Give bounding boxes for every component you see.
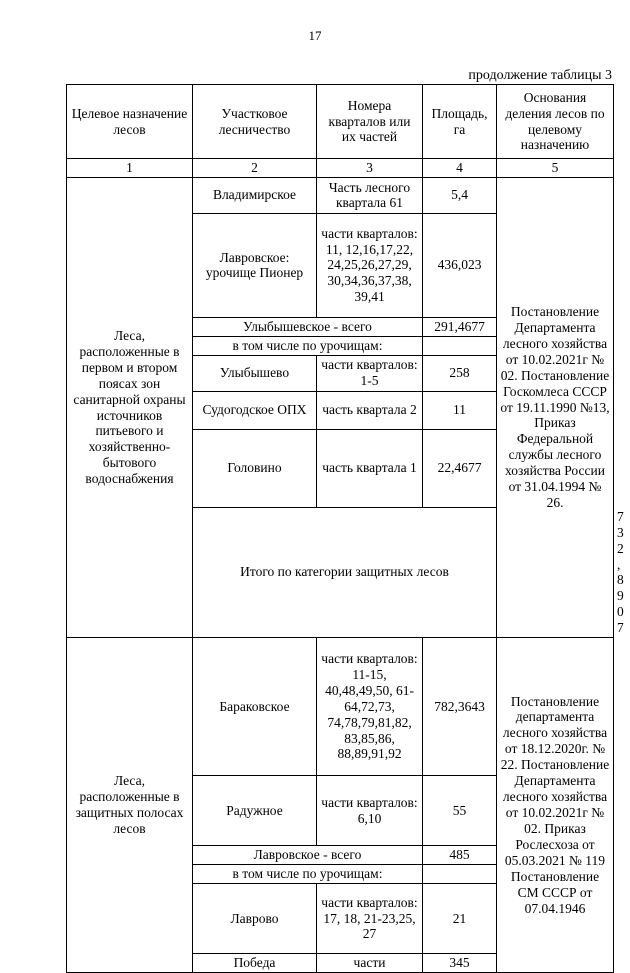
table-header-row [67, 85, 614, 159]
area-cell: 782,3643 [423, 638, 497, 776]
header-purpose: Целевое назначение лесов [67, 85, 193, 159]
including-label: в том числе по урочищам: [193, 865, 423, 884]
tract-name: Головино [193, 429, 317, 507]
subtotal-area: 291,4677 [423, 317, 497, 336]
forestry-name: Бараковское [193, 638, 317, 776]
area-cell: 436,023 [423, 213, 497, 317]
area-cell: 11 [423, 391, 497, 429]
table-row [67, 177, 614, 213]
forestry-name: Радужное [193, 776, 317, 846]
header-quarters: Номера кварталов или их частей [317, 85, 423, 159]
forestry-name: Лавровское: урочище Пионер [193, 213, 317, 317]
area-cell: 345 [423, 953, 497, 972]
header-forestry: Участковое лесничество [193, 85, 317, 159]
area-cell: 21 [423, 883, 497, 953]
section2-purpose: Леса, расположенные в защитных полосах лесов [67, 638, 193, 973]
area-cell: 22,4677 [423, 429, 497, 507]
subtotal-label: Лавровское - всего [193, 846, 423, 865]
area-cell: 258 [423, 355, 497, 391]
including-label: в том числе по урочищам: [193, 336, 423, 355]
column-number-row [67, 159, 614, 178]
quarters-cell: Часть лесного квартала 61 [317, 177, 423, 213]
column-number: 1 [67, 159, 193, 178]
area-cell: 5,4 [423, 177, 497, 213]
column-number: 2 [193, 159, 317, 178]
total-row: Итого по категории защитных лесов 732,8907 [67, 507, 614, 637]
quarters-cell: части [317, 953, 423, 972]
subtotal-area: 485 [423, 846, 497, 865]
forestry-name: Владимирское [193, 177, 317, 213]
header-area: Площадь, га [423, 85, 497, 159]
tract-name: Победа [193, 953, 317, 972]
tract-name: Улыбышево [193, 355, 317, 391]
empty-cell [423, 336, 497, 355]
tract-name: Лаврово [193, 883, 317, 953]
area-cell: 55 [423, 776, 497, 846]
empty-cell [423, 865, 497, 884]
total-label: Итого по категории защитных лесов [193, 507, 497, 637]
quarters-cell: части кварталов: 11-15, 40,48,49,50, 61-64,72,73, 74,78,79,81,82, 83,85,86, 88,89,91,92 [317, 638, 423, 776]
quarters-cell: часть квартала 1 [317, 429, 423, 507]
column-number: 3 [317, 159, 423, 178]
quarters-cell: части кварталов: 17, 18, 21-23,25, 27 [317, 883, 423, 953]
quarters-cell: части кварталов: 1-5 [317, 355, 423, 391]
column-number: 4 [423, 159, 497, 178]
section2-basis: Постановление департамента лесного хозяйства от 18.12.2020г. № 22. Постановление Департамента лесного хозяйства от 10.02.2021г № 02. Приказ Рослесхоза от 05.03.2021 № 119 Постановление СМ СССР от 07.04.1946 [497, 638, 614, 973]
page-number: 17 [308, 28, 322, 43]
section1-basis: Постановление Департамента лесного хозяйства от 10.02.2021г № 02. Постановление Госкомлеса СССР от 19.11.1990 №13, Приказ Федеральной службы лесного хозяйства России от 31.04.1994 № 26. [497, 177, 614, 637]
subtotal-label: Улыбышевское - всего [193, 317, 423, 336]
table-continuation-label: продолжение таблицы 3 [468, 68, 612, 83]
section1-purpose: Леса, расположенные в первом и втором поясах зон санитарной охраны источников питьевого и хозяйственно-бытового водоснабжения [67, 177, 193, 637]
table-row [67, 638, 614, 776]
column-number: 5 [497, 159, 614, 178]
quarters-cell: часть квартала 2 [317, 391, 423, 429]
tract-name: Судогодское ОПХ [193, 391, 317, 429]
quarters-cell: части кварталов: 11, 12,16,17,22, 24,25,26,27,29, 30,34,36,37,38, 39,41 [317, 213, 423, 317]
forest-purpose-table [66, 84, 624, 973]
quarters-cell: части кварталов: 6,10 [317, 776, 423, 846]
header-basis: Основания деления лесов по целевому назначению [497, 85, 614, 159]
